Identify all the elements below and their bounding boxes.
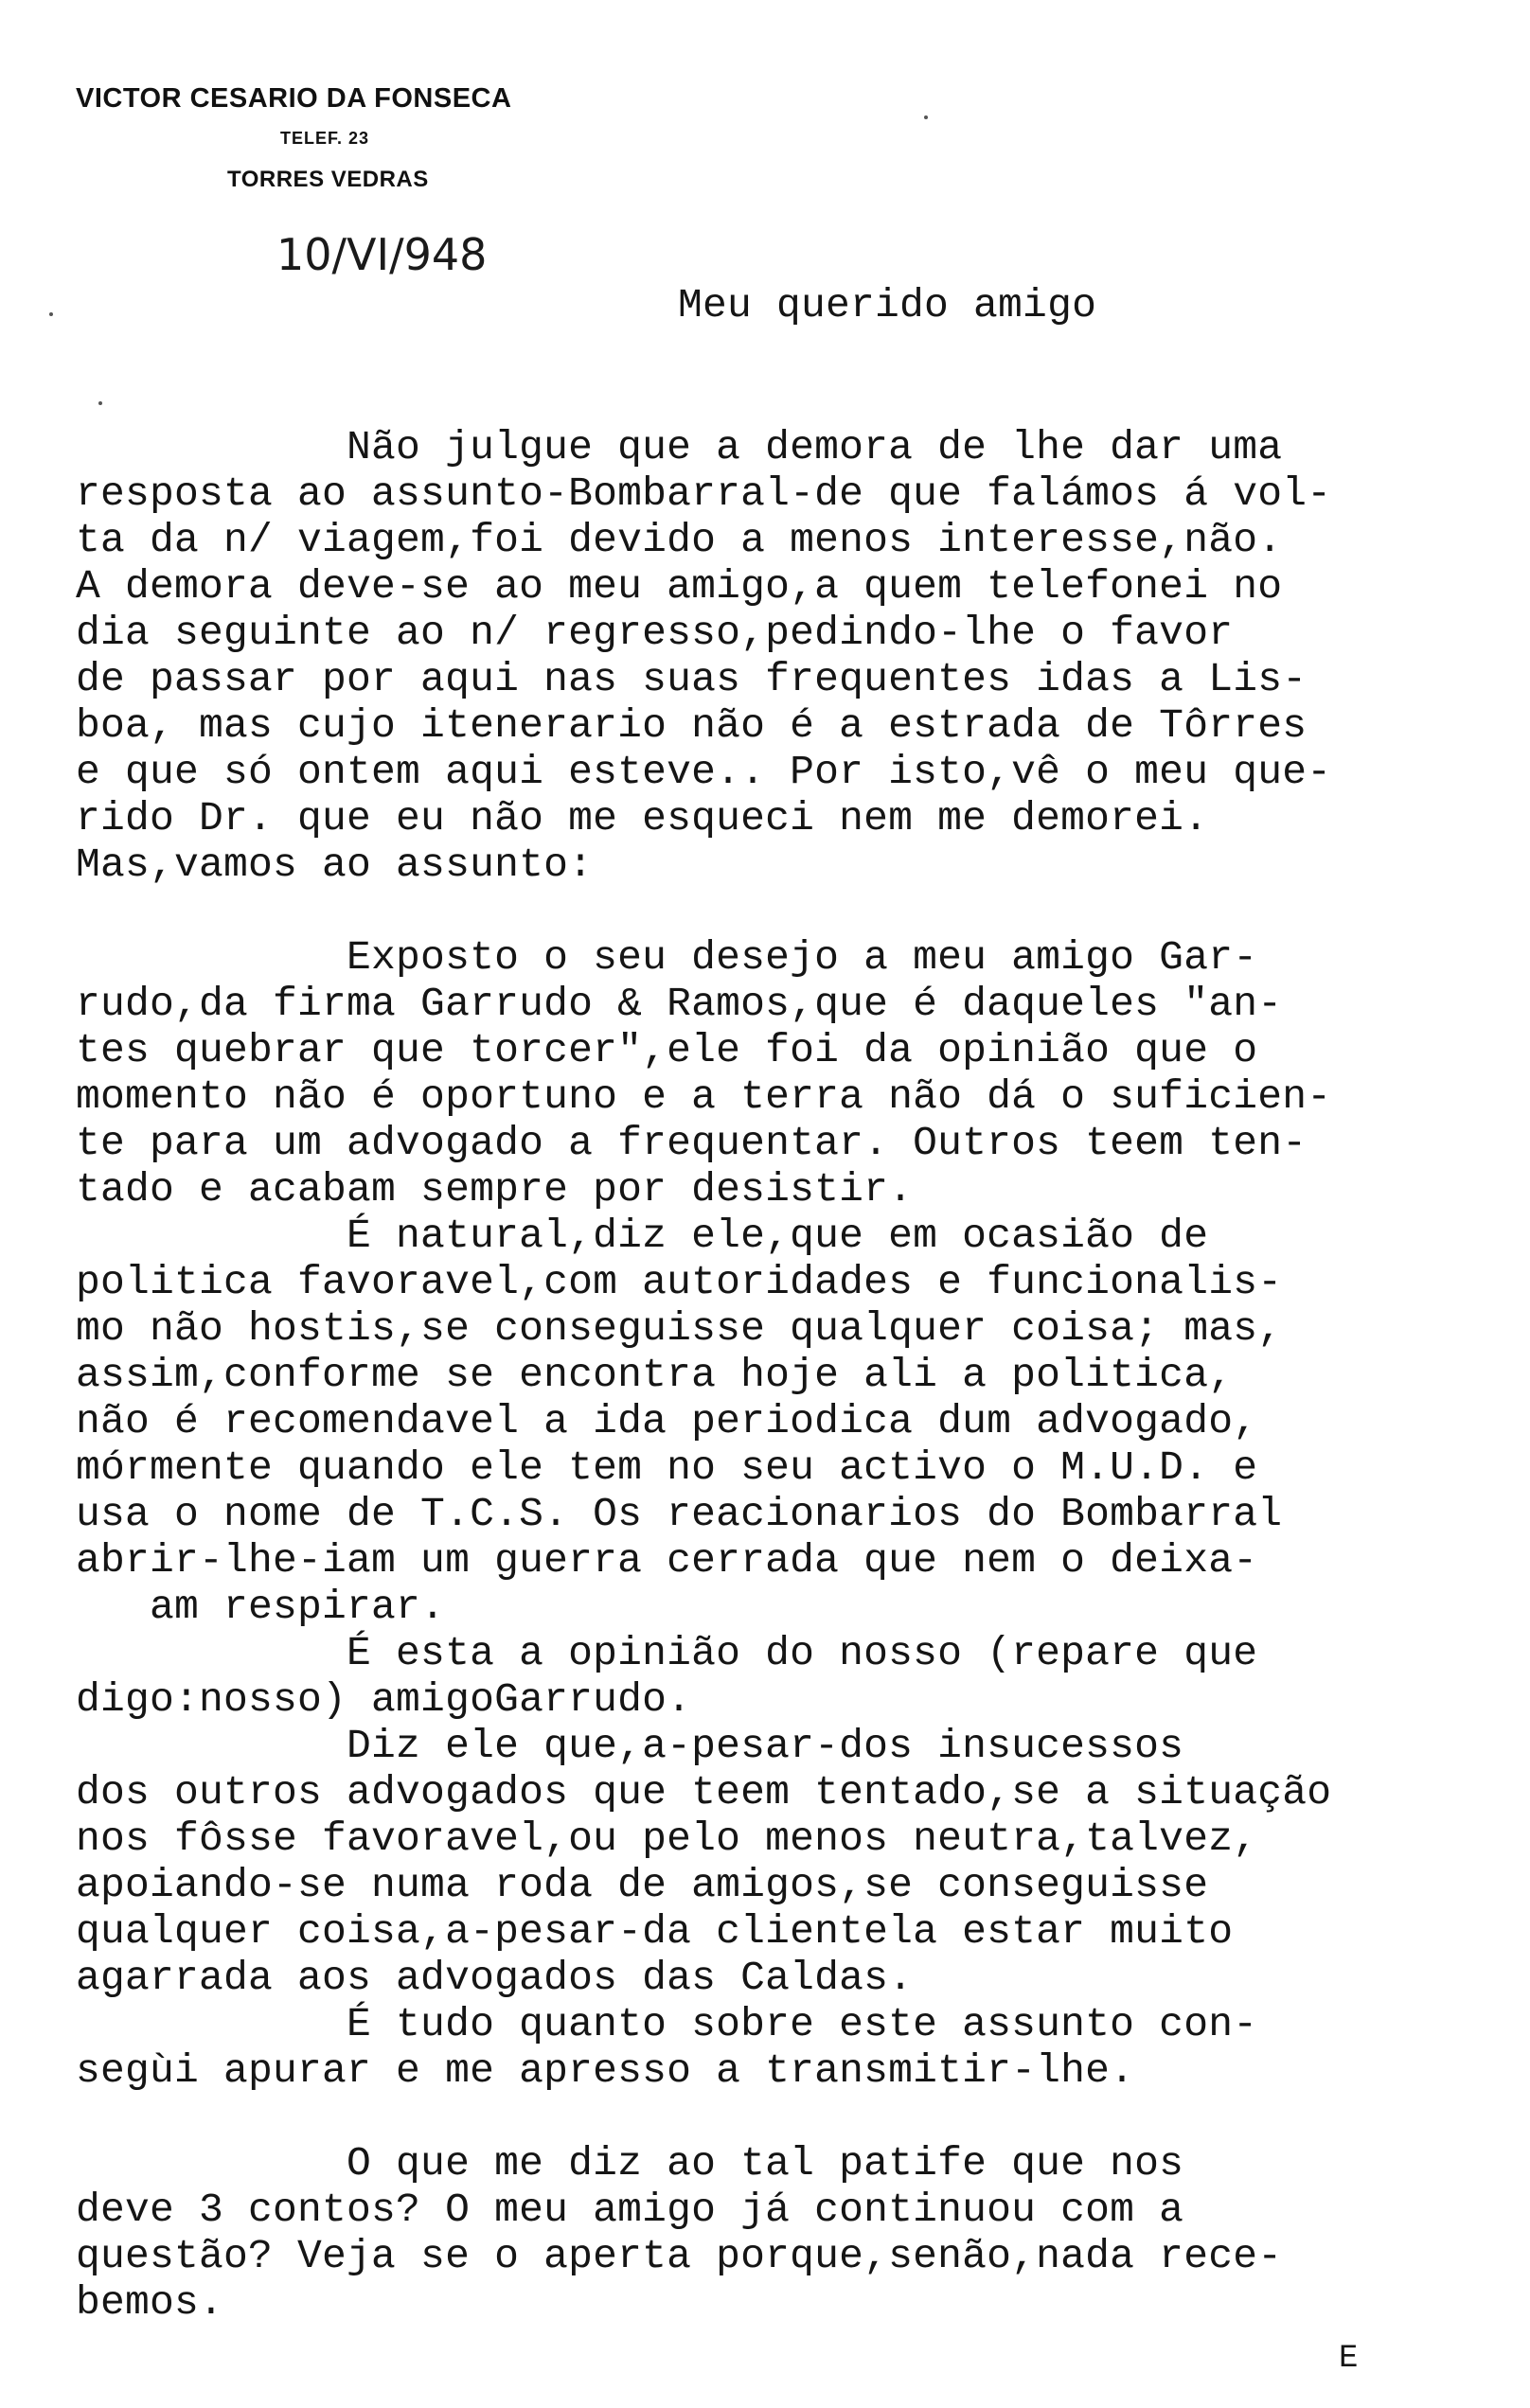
letter-line: ta da n/ viagem,foi devido a menos interesse,não. [76,517,1283,563]
letter-line: qualquer coisa,a-pesar-da clientela estar muito [76,1908,1234,1955]
letter-line: questão? Veja se o aperta porque,senão,nada rece- [76,2233,1283,2279]
letter-line: de passar por aqui nas suas frequentes idas a Lis- [76,656,1308,702]
letterhead-name: VICTOR CESARIO DA FONSECA [76,83,512,114]
letter-line: e que só ontem aqui esteve.. Por isto,vê o meu que- [76,749,1332,795]
continuation-mark: E [1339,2341,1359,2377]
paper-speck [924,115,928,119]
letter-line: mo não hostis,se conseguisse qualquer coisa; mas, [76,1305,1283,1352]
letter-line: usa o nome de T.C.S. Os reacionarios do Bombarral [76,1491,1283,1537]
letter-line: Exposto o seu desejo a meu amigo Gar- [76,934,1258,981]
letter-line: agarrada aos advogados das Caldas. [76,1955,914,2001]
letter-line: dos outros advogados que teem tentado,se a situação [76,1769,1332,1815]
letter-line: resposta ao assunto-Bombarral-de que falámos á vol- [76,470,1332,517]
letter-line: É tudo quanto sobre este assunto con- [76,2001,1258,2047]
letter-line: A demora deve-se ao meu amigo,a quem telefonei no [76,563,1283,610]
letter-line: dia seguinte ao n/ regresso,pedindo-lhe o favor [76,610,1234,656]
letter-line: tado e acabam sempre por desistir. [76,1166,914,1213]
letter-line: te para um advogado a frequentar. Outros teem ten- [76,1120,1308,1166]
letter-line: É esta a opinião do nosso (repare que [76,1630,1258,1676]
letter-line: deve 3 contos? O meu amigo já continuou com a [76,2187,1184,2233]
paper-speck [49,312,53,316]
paragraph-gap [76,888,1515,934]
letter-line: digo:nosso) amigoGarrudo. [76,1676,692,1723]
letter-line: rido Dr. que eu não me esqueci nem me demorei. [76,795,1209,841]
letter-line: nos fôsse favoravel,ou pelo menos neutra,talvez, [76,1815,1258,1862]
letterhead-town: TORRES VEDRAS [227,167,429,192]
letter-body [76,424,1515,2326]
letter-line: Não julgue que a demora de lhe dar uma [76,424,1283,470]
letter-line: segùi apurar e me apresso a transmitir-lhe. [76,2047,1135,2094]
letter-date: 10/VI/948 [276,229,488,280]
letter-line: Diz ele que,a-pesar-dos insucessos [76,1723,1184,1769]
letter-line: assim,conforme se encontra hoje ali a politica, [76,1352,1234,1398]
letter-line: O que me diz ao tal patife que nos [76,2140,1184,2187]
letter-line: apoiando-se numa roda de amigos,se conseguisse [76,1862,1209,1908]
letter-line: tes quebrar que torcer",ele foi da opinião que o [76,1027,1258,1073]
letter-line: momento não é oportuno e a terra não dá o suficien- [76,1073,1332,1120]
paper-speck [98,401,102,405]
letter-line: não é recomendavel a ida periodica dum advogado, [76,1398,1258,1444]
letter-line: É natural,diz ele,que em ocasião de [76,1213,1209,1259]
letter-line: bemos. [76,2279,224,2326]
letter-line: rudo,da firma Garrudo & Ramos,que é daqueles "an- [76,981,1283,1027]
letter-greeting: Meu querido amigo [678,282,1097,328]
letter-line: abrir-lhe-iam um guerra cerrada que nem o deixa- [76,1537,1258,1584]
letter-line: boa, mas cujo itenerario não é a estrada de Tôrres [76,702,1308,749]
letter-line: politica favoravel,com autoridades e funcionalis- [76,1259,1283,1305]
letter-line: Mas,vamos ao assunto: [76,841,594,888]
letter-line: mórmente quando ele tem no seu activo o M.U.D. e [76,1444,1258,1491]
paragraph-gap [76,2094,1515,2140]
letterhead-phone: TELEF. 23 [280,129,370,148]
letter-line: am respirar. [76,1584,446,1630]
